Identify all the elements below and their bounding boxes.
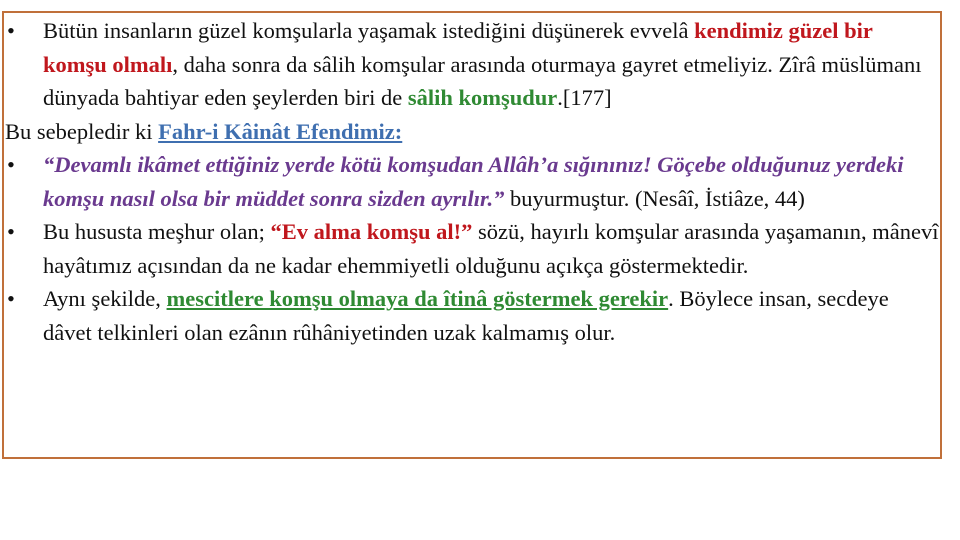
list-item: [5, 215, 941, 282]
list-item: [5, 14, 941, 115]
bullet-icon: •: [7, 152, 15, 177]
paragraph: [5, 115, 941, 149]
text-run: Bu hususta meşhur olan;: [43, 219, 271, 244]
document-body: [5, 14, 941, 349]
bullet-icon: •: [7, 219, 15, 244]
text-run: buyurmuştur. (Nesâî, İstiâze, 44): [504, 185, 805, 211]
text-run: Bu sebepledir ki: [5, 118, 159, 144]
text-run: , daha sonra da sâlih komşular arasında oturmaya gayret etmeliyiz. Zîrâ müslümanı dünyada bahtiyar eden şeylerden biri de: [43, 51, 922, 110]
bullet-icon: •: [7, 18, 15, 43]
emphasis-green-underline: mescitlere komşu olmaya da îtinâ göstermek gerekir: [166, 286, 669, 311]
emphasis-red: kendimiz güzel bir komşu olmalı: [43, 18, 873, 77]
emphasis-red: “Ev alma komşu al!”: [270, 219, 473, 244]
emphasis-green: sâlih komşudur: [407, 85, 558, 110]
text-run: . Böylece insan, secdeye dâvet telkinleri olan ezânın rûhâniyetinden uzak kalmamış olur.: [43, 286, 889, 345]
text-run: Aynı şekilde,: [43, 286, 167, 311]
emphasis-blue-link: Fahr-i Kâinât Efendimiz:: [158, 118, 403, 144]
bullet-icon: •: [7, 286, 15, 311]
text-run: sözü, hayırlı komşular arasında yaşamanın, mânevî hayâtımız açısından da ne kadar ehemmiyetli olduğunu açıkça göstermektedir.: [43, 219, 939, 278]
text-run: .[177]: [557, 85, 612, 110]
list-item: [5, 282, 941, 349]
list-item: [5, 148, 941, 215]
text-run: Bütün insanların güzel komşularla yaşamak istediğini düşünerek evvelâ: [43, 18, 695, 43]
hadith-quote: “Devamlı ikâmet ettiğiniz yerde kötü komşudan Allâh’a sığınınız! Göçebe olduğunuz yerdeki komşu nasıl olsa bir müddet sonra sizden ayrılır.”: [43, 152, 904, 211]
